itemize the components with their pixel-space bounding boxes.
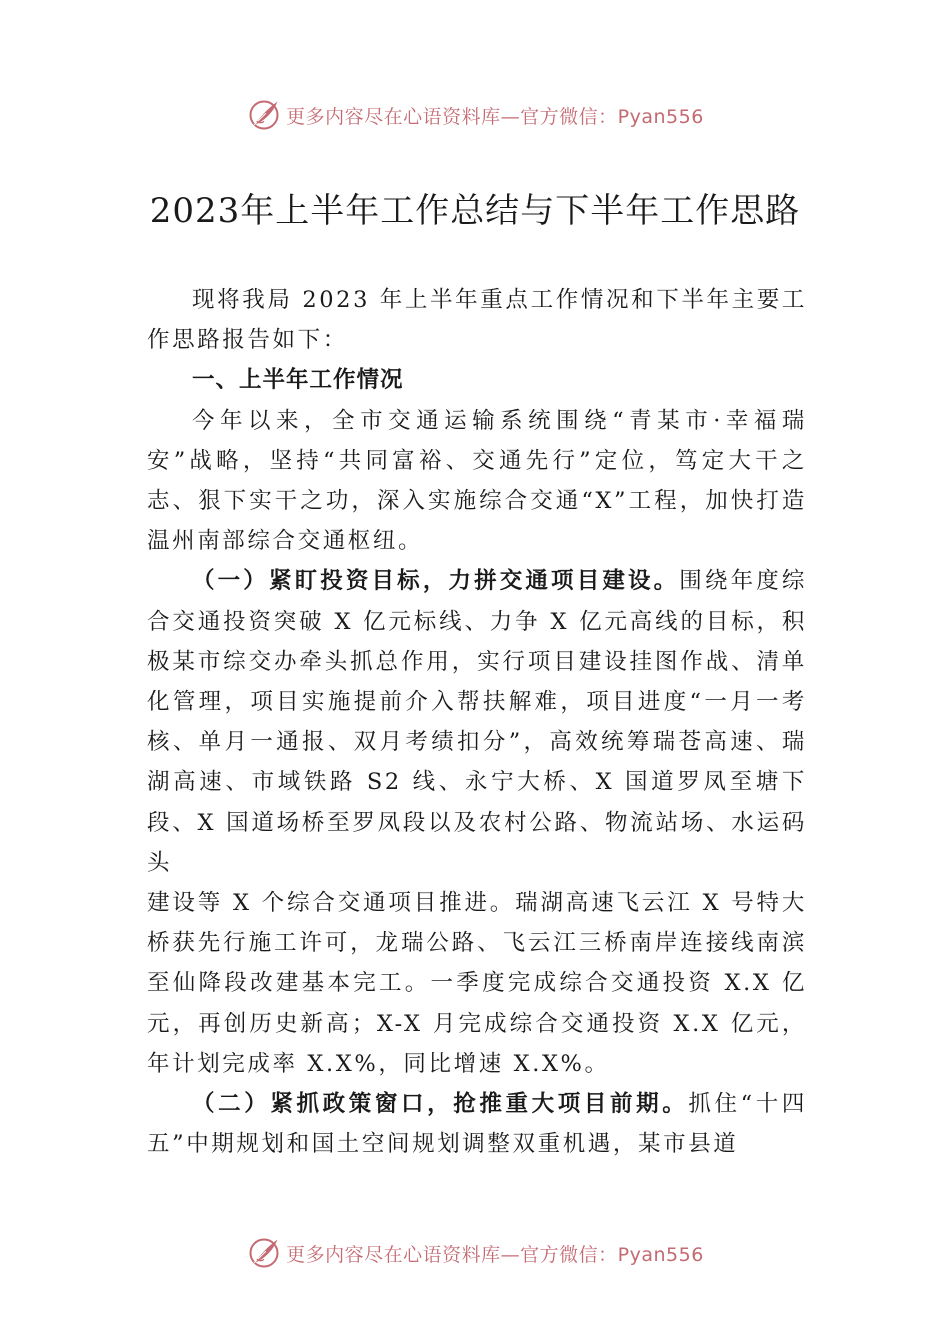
paragraph-3-lead: （二）紧抓政策窗口，抢推重大项目前期。 [192,1091,689,1118]
paragraph-2-continued: 建设等 X 个综合交通项目推进。瑞湖高速飞云江 X 号特大桥获先行施工许可，龙瑞公路、飞云江三桥南岸连接线南滨至仙降段改建基本完工。一季度完成综合交通投资 X.X 亿元，再创历史新高；X-X 月完成综合交通投资 X.X 亿元，年计划完成率 X.X%，同比增速 X.X%。 [147,890,807,1077]
paragraph-3-body: 抓住“十四五”中期规划和国土空间规划调整双重机遇，某市县道 [147,1091,807,1158]
document-title: 2023年上半年工作总结与下半年工作思路 [149,191,801,231]
quill-logo-icon [246,1235,282,1271]
watermark-footer [0,1233,950,1273]
watermark-header [0,95,950,135]
watermark-wechat-id: Pyan556 [617,1243,704,1266]
paragraph-2-lead: （一）紧盯投资目标，力拼交通项目建设。 [192,568,680,595]
paragraph-3 [147,1084,807,1164]
quill-logo-icon [246,97,282,133]
paragraph-2-body: 围绕年度综合交通投资突破 X 亿元标线、力争 X 亿元高线的目标，积极某市综交办牵头抓总作用，实行项目建设挂图作战、清单化管理，项目实施提前介入帮扶解难，项目进度“一月一考核、单月一通报、双月考绩扣分”，高效统筹瑞苍高速、瑞湖高速、市域铁路 S2 线、永宁大桥、X 国道罗凤至塘下段、X 国道场桥至罗凤段以及农村公路、物流站场、水运码头 [147,568,807,876]
intro-paragraph: 现将我局 2023 年上半年重点工作情况和下半年主要工作思路报告如下： [147,287,807,354]
paragraph-1: 今年以来，全市交通运输系统围绕“青某市·幸福瑞安”战略，坚持“共同富裕、交通先行”定位，笃定大干之志、狠下实干之功，深入实施综合交通“X”工程，加快打造温州南部综合交通枢纽。 [147,407,807,555]
watermark-text: 更多内容尽在心语资料库—官方微信：Pyan556 [286,1243,704,1266]
paragraph-2 [147,561,807,883]
watermark-wechat-id: Pyan556 [617,105,704,128]
watermark-text: 更多内容尽在心语资料库—官方微信：Pyan556 [286,105,704,128]
document-body [147,280,807,1164]
section-heading: 一、上半年工作情况 [192,367,404,394]
